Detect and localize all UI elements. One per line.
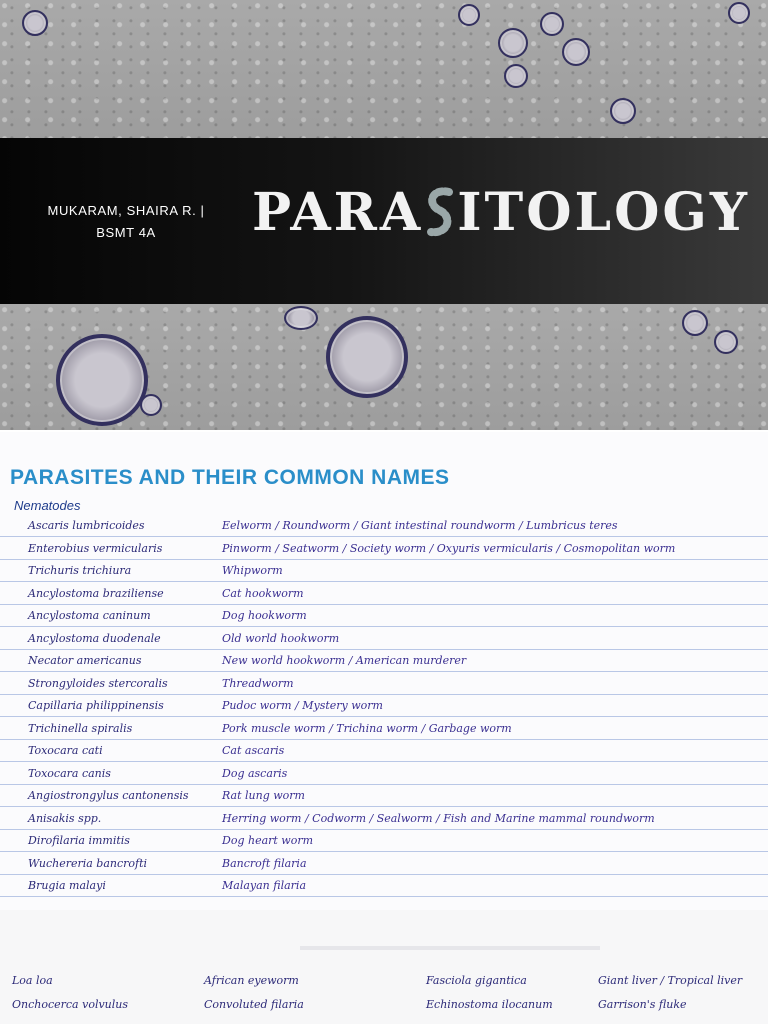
common-name: Bancroft filaria <box>222 856 307 870</box>
worm-icon <box>423 186 457 238</box>
list-item <box>0 539 768 561</box>
list-item <box>0 629 768 651</box>
parasite-egg <box>56 334 148 426</box>
common-name: Eelworm / Roundworm / Giant intestinal roundworm / Lumbricus teres <box>222 519 618 532</box>
parasite-egg <box>610 98 636 124</box>
common-name: Rat lung worm <box>222 789 305 802</box>
title-right: ITOLOGY <box>457 182 750 243</box>
common-name: New world hookworm / American murderer <box>222 654 467 667</box>
list-item <box>0 876 768 898</box>
author-section: BSMT 4A <box>96 225 156 240</box>
list-item <box>0 809 768 831</box>
title-left: PARA <box>252 182 424 243</box>
scientific-name: Ancylostoma caninum <box>28 609 151 622</box>
page-title <box>252 182 750 243</box>
common-name: Dog ascaris <box>222 766 288 780</box>
notes-page-continued <box>0 910 768 1024</box>
parasite-egg <box>458 4 480 26</box>
scientific-name: Toxocara canis <box>28 766 111 780</box>
notes-title: PARASITES AND THEIR COMMON NAMES <box>10 466 450 489</box>
scientific-name: Onchocerca volvulus <box>12 998 129 1011</box>
list-item <box>0 696 768 718</box>
list-item <box>0 741 768 763</box>
parasite-egg <box>326 316 408 398</box>
scientific-name: Trichinella spiralis <box>28 721 133 735</box>
scientific-name: Necator americanus <box>28 654 142 667</box>
common-name: Giant liver / Tropical liver <box>598 974 743 987</box>
common-name: Threadworm <box>222 676 294 690</box>
scientific-name: Fasciola gigantica <box>426 974 527 987</box>
scientific-name: Echinostoma ilocanum <box>426 998 553 1011</box>
common-name: Malayan filaria <box>222 879 306 892</box>
scientific-name: Trichuris trichiura <box>28 564 132 577</box>
scientific-name: Ancylostoma duodenale <box>28 631 161 645</box>
parasite-egg <box>562 38 590 66</box>
scientific-name: Loa loa <box>12 974 53 987</box>
common-name: Pinworm / Seatworm / Society worm / Oxyuris vermicularis / Cosmopolitan worm <box>222 541 676 555</box>
parasite-egg <box>682 310 708 336</box>
parasite-egg <box>728 2 750 24</box>
list-item <box>0 606 768 628</box>
author-block <box>26 200 226 244</box>
scientific-name: Wuchereria bancrofti <box>28 856 148 870</box>
list-item <box>0 651 768 673</box>
common-name: Convoluted filaria <box>204 998 304 1011</box>
list-item <box>0 674 768 696</box>
author-name: MUKARAM, SHAIRA R. | <box>47 203 205 218</box>
scientific-name: Brugia malayi <box>28 879 106 892</box>
common-name: African eyeworm <box>204 974 299 987</box>
notes-page <box>0 432 768 910</box>
parasite-egg <box>504 64 528 88</box>
common-name: Herring worm / Codworm / Sealworm / Fish and Marine mammal roundworm <box>222 811 655 825</box>
list-item <box>0 584 768 606</box>
scientific-name: Toxocara cati <box>28 744 103 757</box>
scientific-name: Strongyloides stercoralis <box>28 676 168 690</box>
common-name: Pork muscle worm / Trichina worm / Garbage worm <box>222 721 512 735</box>
list-item <box>0 854 768 876</box>
scientific-name: Ascaris lumbricoides <box>28 519 145 532</box>
list-item <box>0 786 768 808</box>
common-name: Whipworm <box>222 564 283 577</box>
title-banner <box>0 138 768 304</box>
scientific-name: Capillaria philippinensis <box>28 699 164 712</box>
common-name: Garrison's fluke <box>598 998 687 1011</box>
parasite-egg <box>284 306 318 330</box>
common-name: Cat hookworm <box>222 586 304 600</box>
list-item <box>0 719 768 741</box>
list-item <box>0 561 768 583</box>
microscopy-image-bottom <box>0 304 768 430</box>
common-name: Cat ascaris <box>222 744 285 757</box>
common-name: Dog heart worm <box>222 834 314 847</box>
parasite-egg <box>140 394 162 416</box>
common-name: Pudoc worm / Mystery worm <box>222 699 383 712</box>
parasite-egg <box>714 330 738 354</box>
scientific-name: Anisakis spp. <box>28 811 102 825</box>
common-name: Old world hookworm <box>222 631 340 645</box>
section-heading: Nematodes <box>14 498 81 513</box>
parasite-egg <box>498 28 528 58</box>
scientific-name: Dirofilaria immitis <box>28 834 130 847</box>
list-item <box>0 764 768 786</box>
list-item <box>0 831 768 853</box>
scientific-name: Ancylostoma braziliense <box>28 586 164 600</box>
faint-rule <box>300 946 600 950</box>
scientific-name: Enterobius vermicularis <box>28 541 163 555</box>
microscopy-image-top <box>0 0 768 138</box>
parasite-egg <box>22 10 48 36</box>
scientific-name: Angiostrongylus cantonensis <box>28 789 189 802</box>
common-name: Dog hookworm <box>222 609 307 622</box>
parasite-egg <box>540 12 564 36</box>
list-item <box>0 516 768 538</box>
